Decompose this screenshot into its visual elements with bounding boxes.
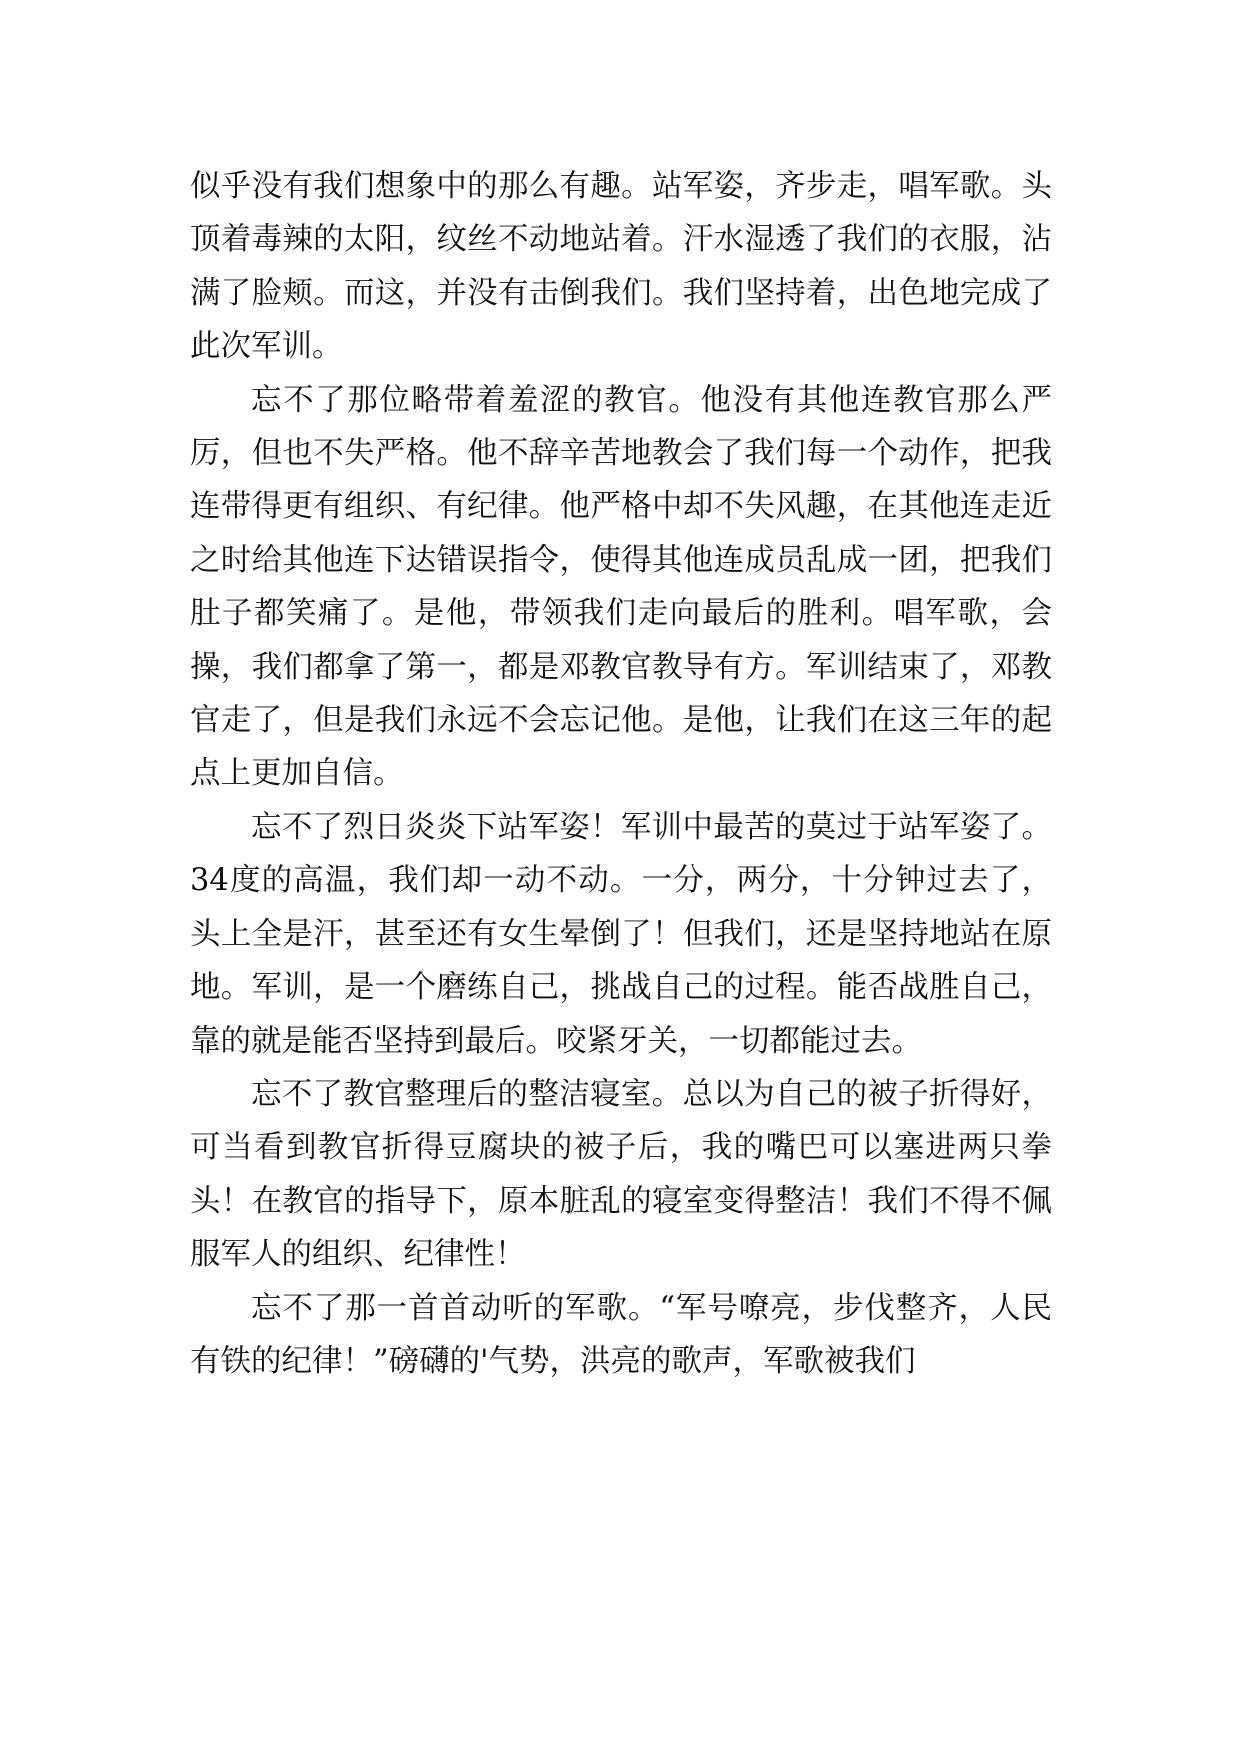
paragraph-4: 忘不了教官整理后的整洁寝室。总以为自己的被子折得好，可当看到教官折得豆腐块的被子后，我的嘴巴可以塞进两只拳头！在教官的指导下，原本脏乱的寝室变得整洁！我们不得不佩服军人的组织、纪律性！: [190, 1076, 1052, 1273]
paragraph-2: 忘不了那位略带着羞涩的教官。他没有其他连教官那么严厉，但也不失严格。他不辞辛苦地教会了我们每一个动作，把我连带得更有组织、有纪律。他严格中却不失风趣，在其他连走近之时给其他连下达错误指令，使得其他连成员乱成一团，把我们肚子都笑痛了。是他，带领我们走向最后的胜利。唱军歌，会操，我们都拿了第一，都是邓教官教导有方。军训结束了，邓教官走了，但是我们永远不会忘记他。是他，让我们在这三年的起点上更加自信。: [190, 382, 1052, 792]
paragraph-1: 似乎没有我们想象中的那么有趣。站军姿，齐步走，唱军歌。头顶着毒辣的太阳，纹丝不动地站着。汗水湿透了我们的衣服，沾满了脸颊。而这，并没有击倒我们。我们坚持着，出色地完成了此次军训。: [190, 169, 1052, 365]
document-body: [190, 160, 1052, 1388]
paragraph-5: 忘不了那一首首动听的军歌。“军号嘹亮，步伐整齐，人民有铁的纪律！”磅礴的'气势，洪亮的歌声，军歌被我们: [190, 1290, 1052, 1379]
paragraph-3: 忘不了烈日炎炎下站军姿！军训中最苦的莫过于站军姿了。34度的高温，我们却一动不动。一分，两分，十分钟过去了，头上全是汗，甚至还有女生晕倒了！但我们，还是坚持地站在原地。军训，是一个磨练自己，挑战自己的过程。能否战胜自己，靠的就是能否坚持到最后。咬紧牙关，一切都能过去。: [190, 809, 1052, 1059]
